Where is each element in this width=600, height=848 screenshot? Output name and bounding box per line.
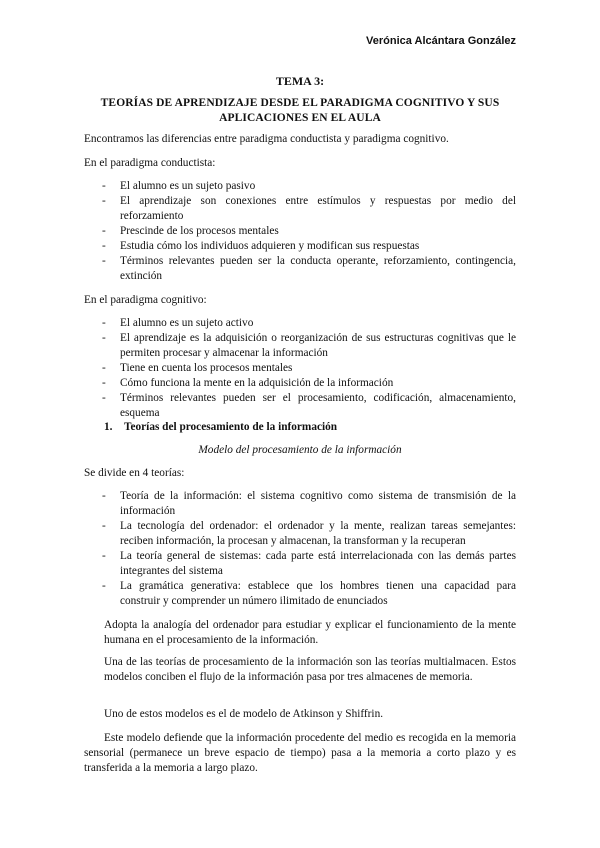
list-item: - El aprendizaje son conexiones entre estímulos y respuestas por medio del reforzamiento bbox=[102, 195, 516, 222]
list-item: - La teoría general de sistemas: cada parte está interrelacionada con las demás partes integrantes del sistema bbox=[102, 550, 516, 577]
list-item: - Prescinde de los procesos mentales bbox=[102, 225, 279, 237]
document-title: TEORÍAS DE APRENDIZAJE DESDE EL PARADIGMA COGNITIVO Y SUS APLICACIONES EN EL AULA bbox=[100, 97, 500, 124]
list-item: - Tiene en cuenta los procesos mentales bbox=[102, 362, 293, 374]
list-item: - Términos relevantes pueden ser la conducta operante, reforzamiento, contingencia, extinción bbox=[102, 255, 516, 282]
list-item: - El aprendizaje es la adquisición o reorganización de sus estructuras cognitivas que le permiten procesar y almacenar la información bbox=[102, 332, 516, 359]
paragraph-analogia: Adopta la analogía del ordenador para estudiar y explicar el funcionamiento de la mente humana en el procesamiento de la información. bbox=[104, 619, 516, 646]
cognitivo-list bbox=[84, 316, 516, 421]
theories-list bbox=[84, 489, 516, 609]
model-title: Modelo del procesamiento de la información bbox=[198, 444, 402, 456]
tema-heading: TEMA 3: bbox=[275, 74, 325, 88]
list-item: - Estudia cómo los individuos adquieren y modifican sus respuestas bbox=[102, 240, 420, 252]
divide-paragraph: Se divide en 4 teorías: bbox=[84, 467, 185, 479]
list-item: - El alumno es un sujeto pasivo bbox=[102, 180, 256, 192]
section-number: 1. bbox=[104, 421, 113, 433]
list-item: - El alumno es un sujeto activo bbox=[102, 317, 254, 329]
list-item: - La tecnología del ordenador: el ordenador y la mente, realizan tareas semejantes: reciben información, la procesan y almacenan, la transforman y la recuperan bbox=[102, 520, 516, 547]
list-item: - La gramática generativa: establece que los hombres tienen una capacidad para construir y comprender un número ilimitado de enunciados bbox=[102, 580, 516, 607]
section-heading bbox=[104, 420, 337, 435]
paragraph-atkinson: Uno de estos modelos es el de modelo de Atkinson y Shiffrin. bbox=[104, 708, 384, 720]
cognitivo-heading: En el paradigma cognitivo: bbox=[84, 294, 207, 306]
intro-paragraph: Encontramos las diferencias entre paradigma conductista y paradigma cognitivo. bbox=[84, 133, 449, 145]
author-name: Verónica Alcántara González bbox=[366, 35, 516, 47]
list-item: - Cómo funciona la mente en la adquisición de la información bbox=[102, 377, 394, 389]
conductista-heading: En el paradigma conductista: bbox=[84, 157, 216, 169]
list-item: - Términos relevantes pueden ser el procesamiento, codificación, almacenamiento, esquema bbox=[102, 392, 516, 419]
section-title: Teorías del procesamiento de la información bbox=[124, 421, 338, 433]
paragraph-modelo: Este modelo defiende que la información procedente del medio es recogida en la memoria sensorial (permanece un breve espacio de tiempo) pasa a la memoria a corto plazo y es transferida a la memoria a largo plazo. bbox=[84, 732, 516, 774]
conductista-list bbox=[84, 179, 516, 284]
list-item: - Teoría de la información: el sistema cognitivo como sistema de transmisión de la información bbox=[102, 490, 516, 517]
paragraph-multialmacen: Una de las teorías de procesamiento de la información son las teorías multialmacen. Estos modelos conciben el flujo de la información pasa por tres almacenes de memoria. bbox=[104, 656, 516, 683]
